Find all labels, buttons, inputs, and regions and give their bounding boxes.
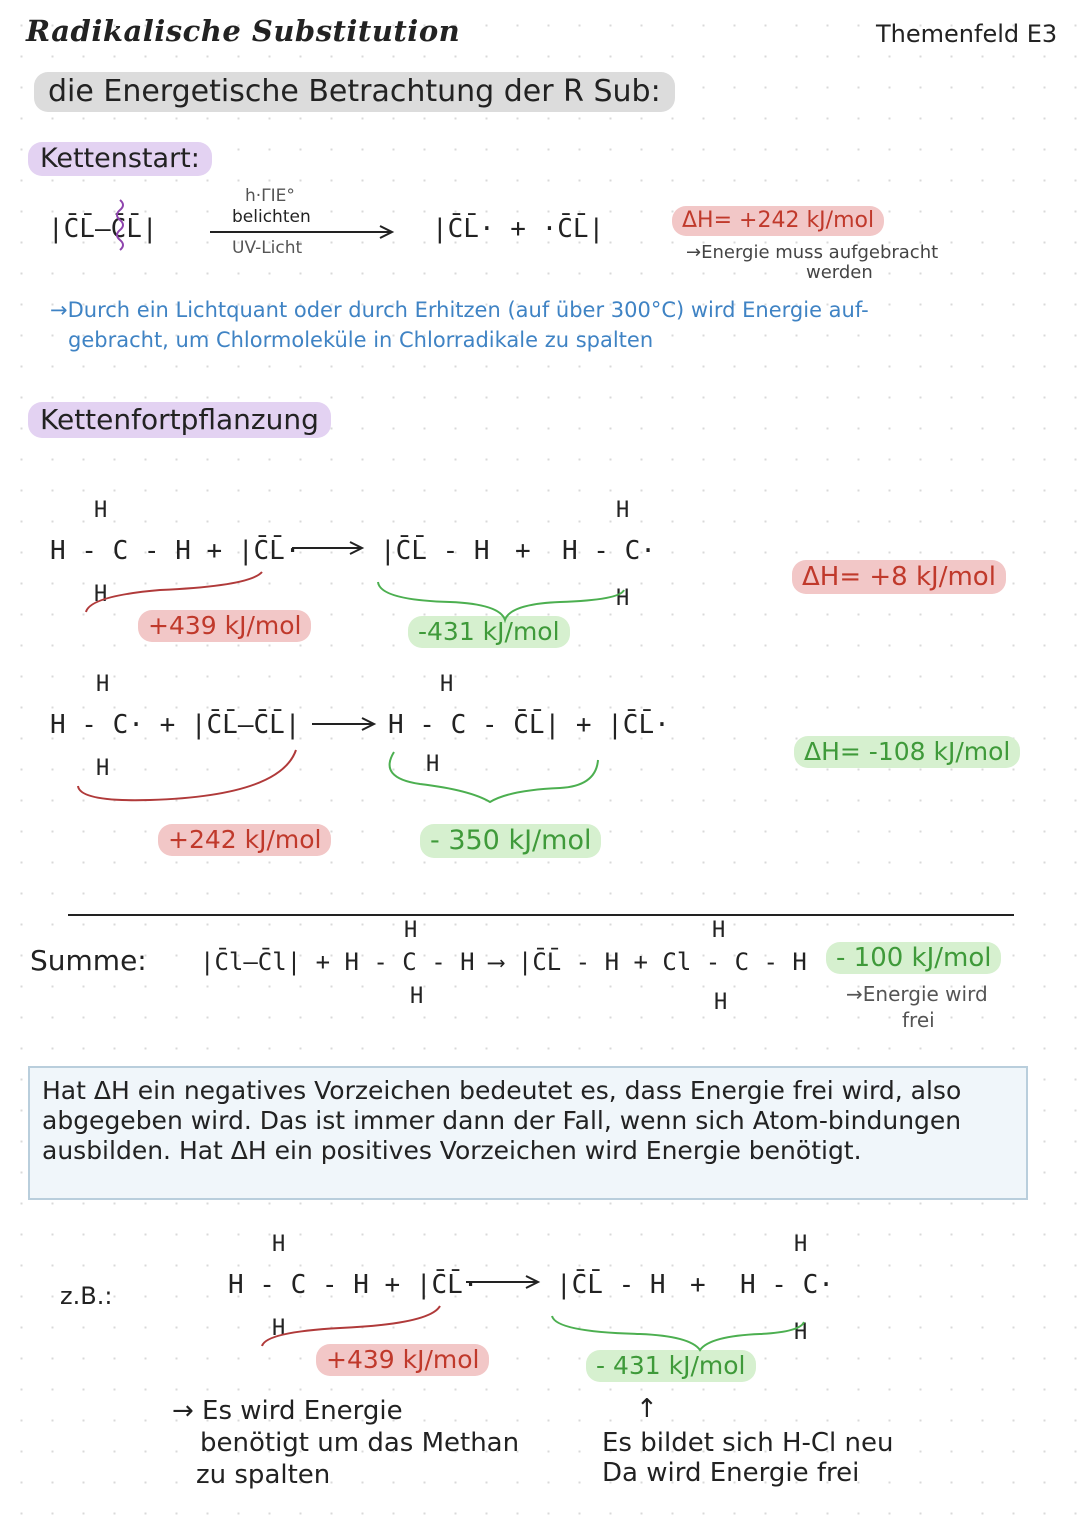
summe-h-top-1: H	[404, 918, 418, 943]
summe-note-2: frei	[902, 1008, 935, 1032]
r2-energy-left: +242 kJ/mol	[158, 824, 331, 856]
r1-product1: |C̄L̄ - H	[380, 536, 490, 566]
r1-h-bottom-right: H	[616, 586, 630, 611]
ex-plus: +	[690, 1270, 706, 1300]
r1-green-brace	[378, 582, 624, 620]
r2-h-top-left: H	[96, 672, 110, 697]
r1-energy-left: +439 kJ/mol	[138, 610, 311, 642]
r2-arrow-icon	[312, 718, 374, 730]
r1-arrow-icon	[292, 542, 362, 554]
summe-label: Summe:	[30, 944, 147, 977]
r1-h-top-left: H	[94, 498, 108, 523]
r2-green-brace	[390, 752, 598, 802]
r1-h-bottom-left: H	[94, 582, 108, 607]
kettenstart-note-1: →Energie muss aufgebracht	[686, 242, 939, 263]
kettenstart-product: |C̄L̄· + ·C̄L̄|	[432, 214, 605, 244]
ex-h-top-left: H	[272, 1232, 286, 1257]
r1-product2: H - C·	[562, 536, 656, 566]
ex-product2: H - C·	[740, 1270, 834, 1300]
r2-h-bottom-right: H	[426, 752, 440, 777]
ex-energy-right: - 431 kJ/mol	[586, 1350, 756, 1382]
kettenstart-delta-h: ΔH= +242 kJ/mol	[672, 206, 884, 236]
summe-h-top-2: H	[712, 918, 726, 943]
summe-h-bottom-1: H	[410, 984, 424, 1009]
ex-note-right-2: Da wird Energie frei	[602, 1458, 860, 1488]
subtitle: die Energetische Betrachtung der R Sub:	[34, 72, 675, 112]
r2-h-top-right: H	[440, 672, 454, 697]
ex-note-left-1: → Es wird Energie	[172, 1396, 403, 1426]
ex-note-left-3: zu spalten	[196, 1460, 331, 1490]
summe-note-1: →Energie wird	[846, 982, 988, 1006]
ex-product1: |C̄L̄ - H	[556, 1270, 666, 1300]
example-label: z.B.:	[60, 1282, 113, 1310]
kettenstart-arrow-icon	[210, 226, 392, 238]
summe-delta-h: - 100 kJ/mol	[826, 942, 1001, 974]
kettenstart-heading: Kettenstart:	[28, 142, 212, 176]
r2-delta-h: ΔH= -108 kJ/mol	[794, 736, 1020, 768]
arrow-top-label: belichten	[232, 207, 311, 227]
r1-left: H - C - H + |C̄L̄·	[50, 536, 301, 566]
summe-h-bottom-2: H	[714, 990, 728, 1015]
kettenstart-explanation-2: gebracht, um Chlormoleküle in Chlorradikale zu spalten	[68, 328, 654, 352]
page-title: Radikalische Substitution	[26, 14, 461, 48]
ex-red-brace	[262, 1306, 440, 1346]
r2-right: H - C - C̄L̄| + |C̄L̄·	[388, 710, 670, 740]
topic-label: Themenfeld E3	[876, 20, 1058, 48]
ex-left: H - C - H + |C̄L̄·	[228, 1270, 479, 1300]
bond-break-squiggle	[117, 200, 123, 250]
r2-red-brace	[78, 750, 296, 800]
kettenstart-reactant: |C̄L̄–C̄L̄|	[48, 214, 158, 244]
ex-h-top-right: H	[794, 1232, 808, 1257]
r1-red-brace	[86, 572, 262, 612]
r1-h-top-right: H	[616, 498, 630, 523]
ex-green-brace	[552, 1316, 804, 1350]
ex-h-bottom-left: H	[272, 1316, 286, 1341]
ex-energy-left: +439 kJ/mol	[316, 1344, 489, 1376]
ex-h-bottom-right: H	[794, 1320, 808, 1345]
kettenfortpflanzung-heading: Kettenfortpflanzung	[28, 402, 331, 438]
r2-energy-right: - 350 kJ/mol	[420, 824, 601, 858]
r1-delta-h: ΔH= +8 kJ/mol	[792, 560, 1006, 594]
kettenstart-explanation-1: →Durch ein Lichtquant oder durch Erhitzen (auf über 300°C) wird Energie auf-	[50, 298, 869, 322]
r2-left: H - C· + |C̄L̄–C̄L̄|	[50, 710, 301, 740]
arrow-bottom-label: UV-Licht	[232, 238, 303, 258]
ex-note-right-1: Es bildet sich H-Cl neu	[602, 1428, 894, 1458]
ex-note-left-2: benötigt um das Methan	[200, 1428, 520, 1458]
ex-arrow-icon	[466, 1276, 538, 1288]
r2-h-bottom-left: H	[96, 756, 110, 781]
kettenstart-note-2: werden	[806, 262, 873, 283]
r1-plus: +	[515, 536, 531, 566]
info-box-text: Hat ΔH ein negatives Vorzeichen bedeutet es, dass Energie frei wird, also abgegeben wird. Das ist immer dann der Fall, wenn sich Atom-bindungen ausbilden. Hat ΔH ein positives Vorzeichen wird Energie benötigt.	[42, 1076, 962, 1165]
arrow-top-note: h·ΓΙΕ°	[245, 186, 295, 206]
up-arrow-icon: ↑	[636, 1394, 658, 1424]
summe-equation: |C̄l–C̄l| + H - C - H ⟶ |C̄L̄ - H + Cl - C - H	[200, 948, 807, 976]
r1-energy-right: -431 kJ/mol	[408, 616, 570, 648]
